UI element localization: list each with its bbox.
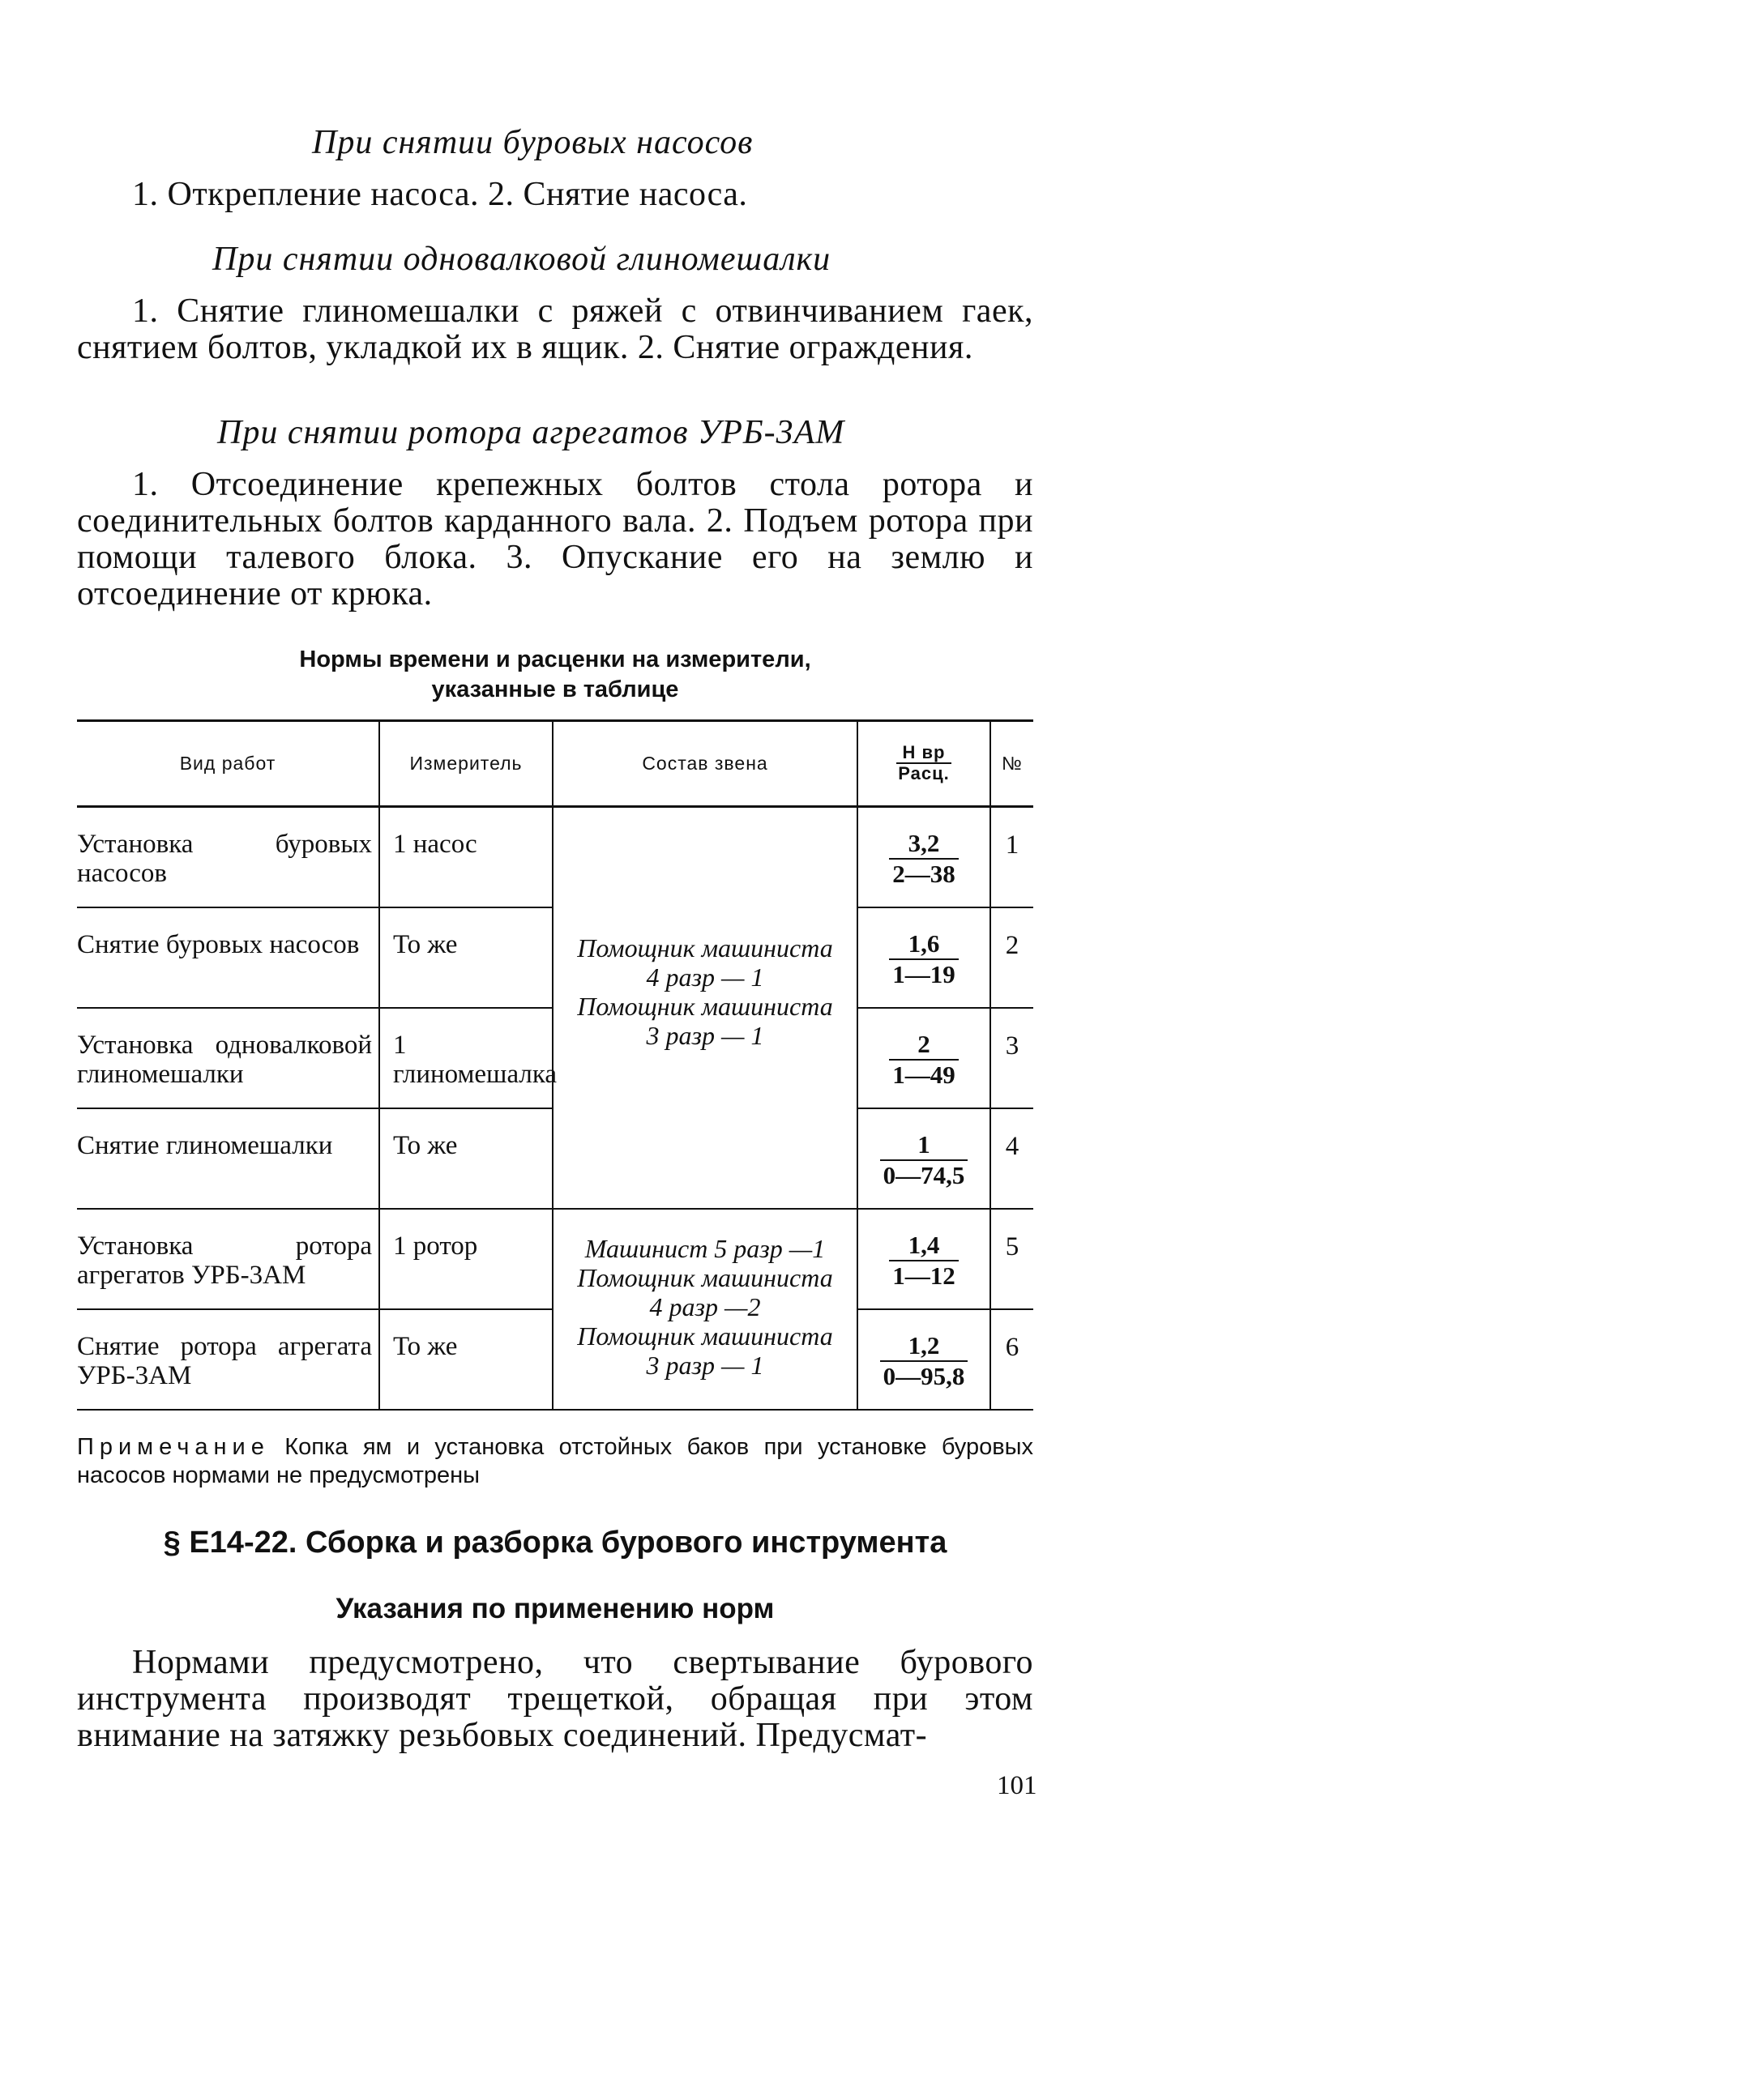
rate-value: 1—19: [892, 959, 955, 988]
norm-value: 1,2: [880, 1333, 968, 1362]
crew-line: 3 разр — 1: [646, 1020, 764, 1050]
cell-work: Установка буровых насосов: [77, 807, 379, 907]
cell-norm-rate: [857, 1108, 990, 1209]
header-norm-rate: [857, 721, 990, 807]
header-rate: Расц.: [898, 762, 950, 783]
norm-value: 1: [880, 1132, 968, 1161]
norm-rate-fraction: [889, 830, 959, 887]
rate-value: 0—95,8: [883, 1361, 965, 1390]
section-text-mixer-removal: 1. Снятие глиномешалки с ряжей с отвинчиванием гаек, снятием болтов, укладкой их в ящик. 2. Снятие ограждения.: [77, 292, 1033, 366]
sub-title: Указания по применению норм: [336, 1593, 775, 1624]
cell-number: 1: [990, 807, 1033, 907]
norms-table: [77, 719, 1033, 1411]
crew-line: Помощник машиниста: [577, 1321, 833, 1351]
cell-unit: 1 глиномешалка: [379, 1008, 553, 1108]
crew-line: Машинист 5 разр —1: [584, 1233, 826, 1263]
final-paragraph: Нормами предусмотрено, что свертывание бурового инструмента производят трещеткой, обращая при этом внимание на затяжку резьбовых соединений. Предусмат-: [77, 1644, 1033, 1754]
norm-rate-fraction: [880, 1129, 968, 1189]
cell-number: 3: [990, 1008, 1033, 1108]
cell-work: Снятие буровых насосов: [77, 907, 379, 1008]
cell-norm-rate: [857, 907, 990, 1008]
crew-line: 3 разр — 1: [646, 1350, 764, 1380]
cell-unit: 1 насос: [379, 807, 553, 907]
table-row: [77, 1209, 1033, 1309]
cell-unit: То же: [379, 1309, 553, 1410]
cell-work: Снятие ротора агрегата УРБ-3АМ: [77, 1309, 379, 1410]
rate-value: 2—38: [892, 860, 955, 888]
cell-norm-rate: [857, 1309, 990, 1410]
cell-norm-rate: [857, 1008, 990, 1108]
cell-unit: 1 ротор: [379, 1209, 553, 1309]
cell-number: 2: [990, 907, 1033, 1008]
cell-work: Установка ротора агрегатов УРБ-3АМ: [77, 1209, 379, 1309]
header-number: №: [990, 721, 1033, 807]
norm-value: 1,6: [889, 931, 959, 960]
cell-unit: То же: [379, 1108, 553, 1209]
header-norm: Н вр: [896, 744, 951, 764]
crew-line: Помощник машиниста: [577, 991, 833, 1021]
cell-number: 4: [990, 1108, 1033, 1209]
table-caption-line-1: Нормы времени и расценки на измерители,: [299, 647, 811, 672]
crew-line: Помощник машиниста: [577, 1262, 833, 1292]
section-heading-mixer-removal: При снятии одновалковой глиномешалки: [212, 241, 831, 278]
cell-work: Снятие глиномешалки: [77, 1108, 379, 1209]
table-header-row: [77, 721, 1033, 807]
table-caption-line-2: указанные в таблице: [431, 677, 679, 702]
norm-value: 3,2: [889, 830, 959, 860]
rate-value: 1—49: [892, 1060, 955, 1089]
note-text: Копка ям и установка отстойных баков при установке буровых насосов нормами не предусмотрены: [77, 1434, 1033, 1488]
cell-unit: То же: [379, 907, 553, 1008]
cell-crew-group-1: [553, 807, 857, 1209]
norm-rate-fraction: [889, 1232, 959, 1289]
norm-rate-fraction: [889, 1031, 959, 1088]
crew-line: 4 разр — 1: [646, 962, 764, 992]
table-row: [77, 807, 1033, 907]
rate-value: 1—12: [892, 1261, 955, 1290]
crew-line: 4 разр —2: [649, 1291, 761, 1321]
cell-number: 6: [990, 1309, 1033, 1410]
section-heading-pump-removal: При снятии буровых насосов: [312, 124, 754, 161]
rate-value: 0—74,5: [883, 1160, 965, 1189]
norm-rate-fraction: [880, 1330, 968, 1390]
header-work: Вид работ: [77, 721, 379, 807]
crew-line: Помощник машиниста: [577, 933, 833, 962]
norm-value: 2: [889, 1031, 959, 1061]
header-norm-rate-fraction: [896, 741, 951, 783]
section-title: § Е14-22. Сборка и разборка бурового инструмента: [163, 1526, 947, 1560]
table-note: [77, 1433, 1033, 1490]
norm-rate-fraction: [889, 928, 959, 988]
cell-norm-rate: [857, 807, 990, 907]
section-heading-rotor-removal: При снятии ротора агрегатов УРБ-3АМ: [217, 414, 845, 451]
cell-number: 5: [990, 1209, 1033, 1309]
header-unit: Измеритель: [379, 721, 553, 807]
header-crew: Состав звена: [553, 721, 857, 807]
note-lead: Примечание: [77, 1434, 270, 1460]
page-number: 101: [997, 1771, 1037, 1800]
cell-crew-group-2: [553, 1209, 857, 1410]
table-caption: [77, 645, 1033, 705]
cell-norm-rate: [857, 1209, 990, 1309]
cell-work: Установка одновалковой глиномешалки: [77, 1008, 379, 1108]
norm-value: 1,4: [889, 1232, 959, 1261]
section-text-rotor-removal: 1. Отсоединение крепежных болтов стола ротора и соединительных болтов карданного вала. 2. Подъем ротора при помощи талевого блока. 3. Опускание его на землю и отсоединение от крюка.: [77, 466, 1033, 612]
section-text-pump-removal: 1. Открепление насоса. 2. Снятие насоса.: [132, 176, 748, 213]
